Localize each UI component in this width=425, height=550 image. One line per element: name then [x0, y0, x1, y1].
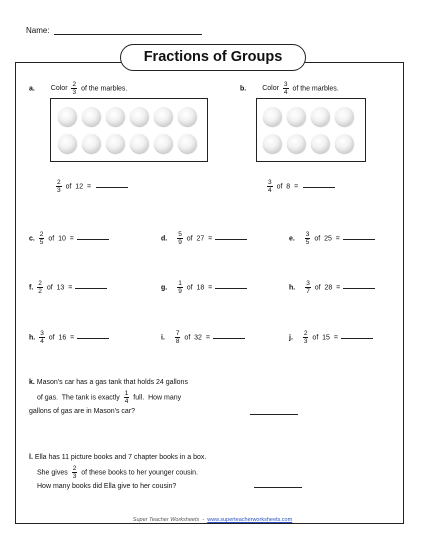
marble[interactable]: [154, 107, 173, 126]
fraction-den: 8: [175, 338, 180, 345]
part-b-prompt: [240, 81, 339, 96]
word-k-line3: gallons of gas are in Mason's car?: [29, 408, 136, 415]
problem-i: [161, 330, 245, 345]
answer-blank[interactable]: [77, 331, 109, 339]
answer-blank[interactable]: [215, 281, 247, 289]
fraction-den: 4: [40, 338, 44, 345]
part-a-den: 3: [72, 89, 77, 96]
problem-f: [29, 280, 107, 295]
word-k-line1: Mason's car has a gas tank that holds 24 gallons: [36, 379, 188, 386]
word-l-fraction: [72, 465, 78, 480]
word-problem-l: [29, 452, 206, 492]
marble[interactable]: [287, 134, 306, 153]
problem-text: of 25 =: [314, 235, 340, 243]
part-a-eq-num: 2: [57, 179, 61, 186]
part-a-equation: [54, 179, 128, 194]
part-b-label: b.: [240, 85, 247, 93]
name-field[interactable]: [54, 26, 202, 35]
part-b-eq-den: 4: [268, 187, 272, 194]
marble[interactable]: [335, 134, 354, 153]
answer-blank[interactable]: [303, 180, 335, 188]
marble[interactable]: [263, 134, 282, 153]
problem-j: [289, 330, 373, 345]
answer-blank[interactable]: [213, 331, 245, 339]
part-a-pre: Color: [50, 85, 68, 93]
part-b-fraction: [283, 81, 289, 96]
fraction-den: 3: [72, 473, 77, 480]
fraction-num: 2: [38, 280, 42, 287]
problem-fraction: [177, 231, 183, 246]
problem-text: of 28 =: [314, 284, 341, 292]
fraction-den: 4: [124, 398, 129, 405]
word-k-fraction: [124, 390, 130, 405]
answer-blank[interactable]: [75, 281, 107, 289]
part-b-eq-num: 3: [268, 179, 272, 186]
problem-text: of 18 =: [186, 284, 213, 292]
problem-g: [161, 280, 247, 295]
fraction-num: 2: [303, 330, 308, 337]
problem-fraction: [177, 280, 183, 295]
part-a-post: of the marbles.: [81, 85, 128, 93]
fraction-num: 3: [306, 280, 310, 287]
answer-blank[interactable]: [341, 331, 373, 339]
marble[interactable]: [335, 107, 354, 126]
marble[interactable]: [311, 134, 330, 153]
word-k-line2-pre: of gas. The tank is exactly: [37, 394, 120, 402]
marble[interactable]: [154, 134, 173, 153]
fraction-num: 5: [178, 231, 182, 238]
problem-fraction: [305, 231, 311, 246]
problem-h: [289, 280, 375, 295]
fraction-num: 2: [39, 231, 44, 238]
part-a-num: 2: [72, 81, 77, 88]
footer-link[interactable]: www.superteacherworksheets.com: [207, 517, 293, 523]
footer-brand: Super Teacher Worksheets: [132, 517, 200, 523]
part-b-equation: [265, 179, 335, 194]
part-a-eq-den: 3: [57, 187, 61, 194]
marble[interactable]: [130, 134, 149, 153]
word-l-line3: How many books did Ella give to her cousin?: [37, 483, 177, 490]
fraction-den: 2: [38, 288, 42, 295]
word-l-line2-pre: She gives: [37, 469, 68, 477]
problem-label: c.: [29, 235, 35, 243]
problem-fraction: [175, 330, 181, 345]
problem-text: of 27 =: [186, 235, 213, 243]
part-b-eq-text: of 8 =: [276, 183, 299, 191]
word-l-line1: Ella has 11 picture books and 7 chapter books in a box.: [34, 454, 207, 461]
fraction-num: 1: [124, 390, 129, 397]
problem-text: of 16 =: [48, 334, 75, 342]
problem-label: g.: [161, 284, 168, 292]
fraction-den: 9: [178, 288, 182, 295]
part-b-post: of the marbles.: [292, 85, 339, 93]
fraction-den: 5: [305, 239, 310, 246]
marble[interactable]: [178, 107, 197, 126]
answer-blank[interactable]: [96, 180, 128, 188]
answer-blank-l[interactable]: [254, 487, 302, 488]
problem-label: f.: [29, 284, 34, 292]
fraction-num: 2: [72, 465, 77, 472]
part-a-label: a.: [29, 85, 35, 93]
marble[interactable]: [130, 107, 149, 126]
marble[interactable]: [58, 134, 77, 153]
footer-separator: -: [202, 517, 205, 523]
fraction-den: 9: [178, 239, 182, 246]
fraction-num: 3: [40, 330, 44, 337]
marble[interactable]: [58, 107, 77, 126]
answer-blank[interactable]: [77, 232, 109, 240]
fraction-num: 7: [175, 330, 180, 337]
fraction-den: 5: [39, 239, 44, 246]
problem-label: e.: [289, 235, 295, 243]
answer-blank[interactable]: [343, 281, 375, 289]
problem-label: h.: [289, 284, 296, 292]
problem-text: of 10 =: [48, 235, 74, 243]
part-a-fraction: [71, 81, 77, 96]
problem-d: [161, 231, 247, 246]
problem-text: of 13 =: [46, 284, 73, 292]
problem-fraction: [39, 231, 45, 246]
marble[interactable]: [263, 107, 282, 126]
problem-label: k.: [29, 379, 35, 386]
problem-label: j.: [289, 334, 293, 342]
problem-fraction: [305, 280, 311, 295]
problem-text: of 32 =: [184, 334, 210, 342]
marble[interactable]: [82, 107, 101, 126]
part-b-pre: Color: [262, 85, 279, 93]
answer-blank-k[interactable]: [250, 414, 298, 415]
problem-label: i.: [161, 334, 165, 342]
word-k-line2-post: full. How many: [133, 394, 182, 402]
problem-h2: [29, 330, 109, 345]
fraction-num: 3: [305, 231, 310, 238]
marble[interactable]: [287, 107, 306, 126]
part-b-num: 3: [283, 81, 288, 88]
word-problem-k: [29, 377, 188, 417]
problem-label: l.: [29, 454, 33, 461]
problem-label: h.: [29, 334, 36, 342]
answer-blank[interactable]: [343, 232, 375, 240]
marble-box-b: [256, 98, 366, 162]
fraction-num: 1: [178, 280, 182, 287]
marble[interactable]: [82, 134, 101, 153]
page-title: Fractions of Groups: [120, 44, 306, 71]
part-a-prompt: [29, 81, 127, 96]
part-a-eq-text: of 12 =: [65, 183, 92, 191]
part-a-eq-fraction: [56, 179, 62, 194]
answer-blank[interactable]: [215, 232, 247, 240]
marble-box-a: [50, 98, 208, 162]
part-b-eq-fraction: [267, 179, 273, 194]
footer: [0, 517, 425, 523]
problem-text: of 15 =: [312, 334, 338, 342]
marble[interactable]: [311, 107, 330, 126]
name-label: Name:: [26, 26, 50, 35]
problem-fraction: [39, 330, 45, 345]
marble[interactable]: [106, 134, 125, 153]
word-l-line2-post: of these books to her younger cousin.: [81, 469, 199, 477]
problem-fraction: [37, 280, 43, 295]
fraction-den: 7: [306, 288, 310, 295]
problem-c: [29, 231, 109, 246]
problem-e: [289, 231, 375, 246]
fraction-den: 3: [303, 338, 308, 345]
name-row: [26, 26, 202, 35]
marble[interactable]: [106, 107, 125, 126]
problem-label: d.: [161, 235, 168, 243]
part-b-den: 4: [283, 89, 288, 96]
problem-fraction: [303, 330, 309, 345]
marble[interactable]: [178, 134, 197, 153]
